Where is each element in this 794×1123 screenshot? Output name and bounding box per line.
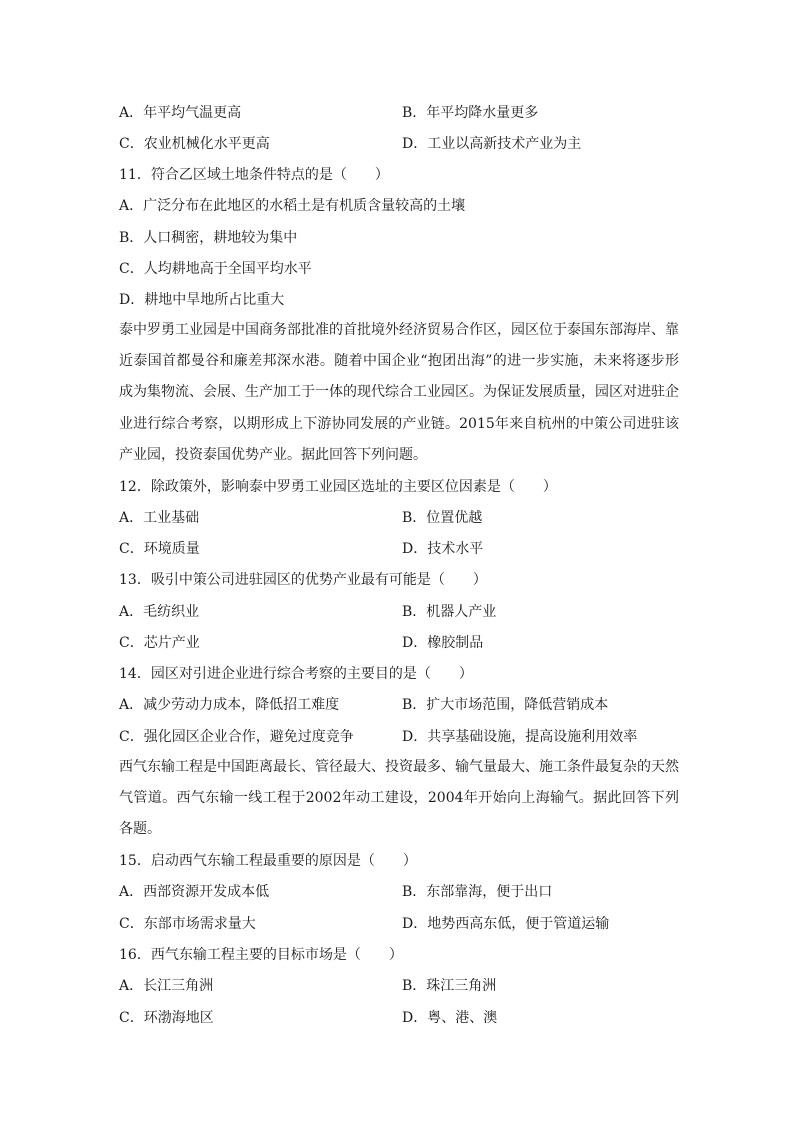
q15-option-a: A．西部资源开发成本低 (119, 884, 270, 900)
q10-option-b: B．年平均降水量更多 (402, 105, 539, 121)
q13-option-c: C．芯片产业 (119, 635, 200, 651)
q12-stem: 12．除政策外，影响泰中罗勇工业园区选址的主要区位因素是（ ） (119, 479, 557, 495)
q16-option-d: D．粤、港、澳 (402, 1010, 498, 1026)
passage-gas-pipeline: 西气东输工程是中国距离最长、管径最大、投资最多、输气量最大、施工条件最复杂的天然气管道。西气东输一线工程于2002年动工建设，2004年开始向上海输气。据此回答下列各题。 (119, 759, 679, 838)
q11-option-b: B．人口稠密，耕地较为集中 (119, 230, 298, 246)
q15-option-d: D．地势西高东低，便于管道运输 (402, 916, 610, 932)
q13-option-b: B．机器人产业 (402, 604, 497, 620)
q10-option-a: A．年平均气温更高 (119, 105, 242, 121)
q12-option-b: B．位置优越 (402, 510, 483, 526)
q15-stem: 15．启动西气东输工程最重要的原因是（ ） (119, 853, 417, 869)
q14-option-b: B．扩大市场范围，降低营销成本 (402, 697, 609, 713)
q11-option-c: C．人均耕地高于全国平均水平 (119, 261, 312, 277)
q16-option-a: A．长江三角洲 (119, 978, 214, 994)
q13-option-a: A．毛纺织业 (119, 604, 200, 620)
q11-stem: 11．符合乙区域土地条件特点的是（ ） (119, 167, 389, 183)
q14-option-a: A．减少劳动力成本，降低招工难度 (119, 697, 340, 713)
q14-option-c: C．强化园区企业合作，避免过度竞争 (119, 729, 354, 745)
q16-option-b: B．珠江三角洲 (402, 978, 497, 994)
q14-stem: 14．园区对引进企业进行综合考察的主要目的是（ ） (119, 666, 473, 682)
q11-option-d: D．耕地中旱地所占比重大 (119, 292, 285, 308)
q12-option-d: D．技术水平 (402, 541, 484, 557)
passage-industrial-park: 泰中罗勇工业园是中国商务部批准的首批境外经济贸易合作区，园区位于泰国东部海岸、靠近泰国首都曼谷和廉差邦深水港。随着中国企业“抱团出海”的进一步实施，未来将逐步形成为集物流、会展、生产加工于一体的现代综合工业园区。为保证发展质量，园区对进驻企业进行综合考察，以期形成上下游协同发展的产业链。2015年来自杭州的中策公司进驻该产业园，投资泰国优势产业。据此回答下列问题。 (119, 322, 679, 463)
q16-stem: 16．西气东输工程主要的目标市场是（ ） (119, 947, 403, 963)
q11-option-a: A．广泛分布在此地区的水稻土是有机质含量较高的土壤 (119, 198, 466, 214)
q12-option-c: C．环境质量 (119, 541, 200, 557)
q15-option-b: B．东部靠海，便于出口 (402, 884, 553, 900)
q16-option-c: C．环渤海地区 (119, 1010, 214, 1026)
q12-option-a: A．工业基础 (119, 510, 200, 526)
q13-option-d: D．橡胶制品 (402, 635, 484, 651)
q14-option-d: D．共享基础设施，提高设施利用效率 (402, 729, 638, 745)
q10-option-c: C．农业机械化水平更高 (119, 136, 270, 152)
q10-option-d: D．工业以高新技术产业为主 (402, 136, 582, 152)
q15-option-c: C．东部市场需求量大 (119, 916, 256, 932)
q13-stem: 13．吸引中策公司进驻园区的优势产业最有可能是（ ） (119, 572, 487, 588)
